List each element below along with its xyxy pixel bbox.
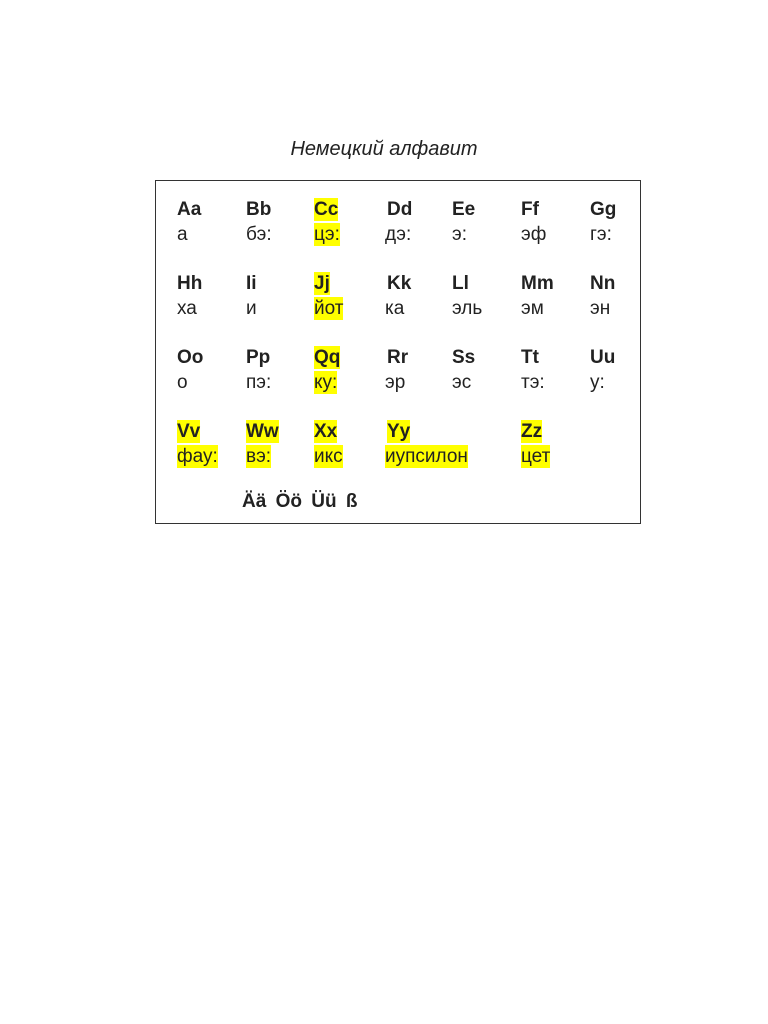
- letter: Qq: [314, 347, 341, 368]
- alphabet-cell: [385, 272, 411, 320]
- alphabet-cell: [521, 346, 545, 394]
- pronunciation: э:: [452, 224, 467, 245]
- pronunciation: дэ:: [385, 224, 412, 245]
- letter: Ss: [452, 347, 476, 368]
- pronunciation: а: [177, 224, 188, 245]
- alphabet-cell: [385, 198, 412, 246]
- alphabet-table: [155, 180, 641, 524]
- pronunciation: эр: [385, 372, 406, 393]
- pronunciation: эс: [452, 372, 472, 393]
- letter: Mm: [521, 273, 554, 294]
- alphabet-cell: [521, 272, 554, 320]
- alphabet-cell: [246, 420, 279, 468]
- pronunciation: эф: [521, 224, 547, 245]
- alphabet-cell: [521, 198, 546, 246]
- alphabet-cell: [246, 198, 272, 246]
- letter: Ii: [246, 273, 257, 294]
- alphabet-cell: [246, 272, 257, 320]
- pronunciation: ка: [385, 298, 405, 319]
- letter: Cc: [314, 199, 339, 220]
- alphabet-cell: [452, 198, 475, 246]
- pronunciation: пэ:: [246, 372, 272, 393]
- alphabet-cell: [177, 272, 202, 320]
- letter: Zz: [521, 421, 543, 442]
- pronunciation: вэ:: [246, 446, 272, 467]
- pronunciation: цэ:: [314, 224, 340, 245]
- alphabet-cell: [314, 272, 343, 320]
- letter: Ll: [452, 273, 469, 294]
- letter: Aa: [177, 199, 202, 220]
- pronunciation: эн: [590, 298, 611, 319]
- pronunciation: цет: [521, 446, 551, 467]
- letter: Oo: [177, 347, 204, 368]
- letter: Hh: [177, 273, 203, 294]
- alphabet-cell: [521, 420, 550, 468]
- pronunciation: тэ:: [521, 372, 545, 393]
- pronunciation: гэ:: [590, 224, 612, 245]
- alphabet-cell: [177, 346, 203, 394]
- pronunciation: бэ:: [246, 224, 272, 245]
- alphabet-cell: [314, 420, 343, 468]
- pronunciation: йот: [314, 298, 344, 319]
- letter: Vv: [177, 421, 201, 442]
- letter: Tt: [521, 347, 539, 368]
- pronunciation: эм: [521, 298, 544, 319]
- letter: Uu: [590, 347, 616, 368]
- alphabet-cell: [246, 346, 271, 394]
- alphabet-cell: [452, 346, 475, 394]
- pronunciation: у:: [590, 372, 605, 393]
- pronunciation: ха: [177, 298, 197, 319]
- alphabet-cell: [590, 346, 615, 394]
- letter: Dd: [387, 199, 413, 220]
- alphabet-cell: [314, 346, 340, 394]
- pronunciation: эль: [452, 298, 483, 319]
- umlaut-letters: Ää Öö Üü ß: [242, 491, 358, 512]
- letter: Gg: [590, 199, 617, 220]
- pronunciation: фау:: [177, 446, 218, 467]
- alphabet-cell: [452, 272, 482, 320]
- letter: Nn: [590, 273, 616, 294]
- letter: Rr: [387, 347, 409, 368]
- pronunciation: и: [246, 298, 257, 319]
- letter: Yy: [387, 421, 411, 442]
- pronunciation: о: [177, 372, 188, 393]
- letter: Bb: [246, 199, 272, 220]
- letter: Kk: [387, 273, 412, 294]
- letter: Ww: [246, 421, 279, 442]
- letter: Jj: [314, 273, 330, 294]
- alphabet-cell: [590, 272, 615, 320]
- page-title: Немецкий алфавит: [290, 138, 478, 160]
- letter: Pp: [246, 347, 271, 368]
- pronunciation: икс: [314, 446, 343, 467]
- alphabet-cell: [385, 346, 408, 394]
- alphabet-cell: [177, 198, 201, 246]
- pronunciation: иупсилон: [385, 446, 468, 467]
- alphabet-cell: [177, 420, 218, 468]
- letter: Ff: [521, 199, 539, 220]
- letter: Ee: [452, 199, 476, 220]
- letter: Xx: [314, 421, 338, 442]
- alphabet-cell: [385, 420, 468, 468]
- alphabet-cell: [314, 198, 340, 246]
- pronunciation: ку:: [314, 372, 338, 393]
- alphabet-cell: [590, 198, 616, 246]
